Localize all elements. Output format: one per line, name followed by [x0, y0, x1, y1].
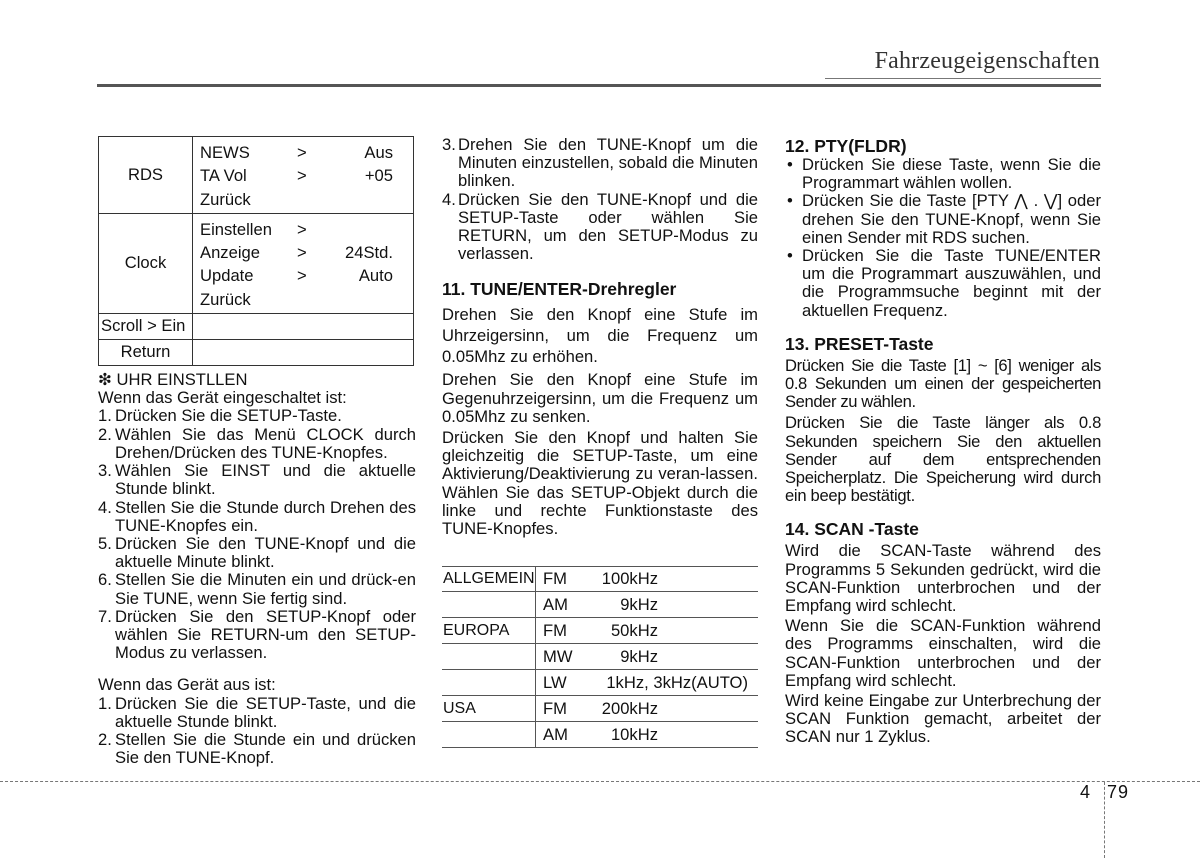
- list-item: 1. Drücken Sie die SETUP-Taste, und die aktuelle Stunde blinkt.: [98, 693, 416, 731]
- header-rule: [97, 84, 1101, 87]
- page-header-title: Fahrzeugeigenschaften: [874, 48, 1100, 74]
- paragraph: Drücken Sie den Knopf und halten Sie gleichzeitig die SETUP-Taste, um eine Aktivierung/Deaktivierung zu veran-lassen. Wählen Sie das SETUP-Objekt durch die linke und rechte Funktionstaste des TUNE-Knopfes.: [442, 428, 758, 539]
- column-left: [98, 136, 416, 767]
- list-item: 1. Drücken Sie die SETUP-Taste.: [98, 406, 342, 426]
- section-11-title: 11. TUNE/ENTER-Drehregler: [442, 279, 677, 300]
- menu-item: Update > Auto: [200, 266, 393, 286]
- paragraph: Drücken Sie die Taste [1] ~ [6] weniger als 0.8 Sekunden um einen der gespeicherten Sender zu wählen.: [785, 355, 1101, 412]
- list-item: 3. Wählen Sie EINST und die aktuelle Stunde blinkt.: [98, 461, 416, 499]
- clock-items: [193, 213, 414, 313]
- list-item: 4. Stellen Sie die Stunde durch Drehen des TUNE-Knopfes ein.: [98, 497, 416, 535]
- return-label: Return: [99, 340, 193, 366]
- table-row: USA FM 200kHz: [442, 696, 758, 722]
- setup-menu-table: [98, 136, 414, 366]
- column-middle: [442, 136, 758, 538]
- list-item: 7. Drücken Sie den SETUP-Knopf oder wählen Sie RETURN-um den SETUP-Modus zu verlassen.: [98, 606, 416, 663]
- scroll-empty-cell: [193, 314, 414, 340]
- clock-label: Clock: [99, 213, 193, 313]
- menu-item: NEWS > Aus: [200, 143, 393, 162]
- paragraph: Wird keine Eingabe zur Unterbrechung der SCAN Funktion gemacht, arbeitet der SCAN nur 1 Zyklus.: [785, 691, 1101, 747]
- menu-item: TA Vol > +05: [200, 166, 393, 186]
- scroll-row: [99, 314, 414, 340]
- chapter-number: 4: [1080, 782, 1092, 802]
- return-row: [99, 340, 414, 366]
- footer-dashed-rule: [0, 781, 1200, 782]
- paragraph: Wird die SCAN-Taste während des Programms 5 Sekunden gedrückt, wird die SCAN-Funktion unterbrochen und der Empfang wird schlecht.: [785, 541, 1101, 616]
- header-rule-thin: [825, 78, 1101, 79]
- column-right: [785, 136, 1101, 747]
- table-row: AM 9kHz: [442, 592, 758, 618]
- note-heading: ❇ UHR EINSTLLEN: [98, 370, 248, 390]
- paragraph: Drehen Sie den Knopf eine Stufe im Uhrzeigersinn, um die Frequenz um 0.05Mhz zu erhöhen.: [442, 305, 758, 367]
- frequency-table: [442, 566, 758, 748]
- rds-row: [99, 137, 414, 214]
- menu-item: Zurück: [200, 289, 251, 309]
- list-item: • Drücken Sie die Taste [PTY ⋀ . ⋁] oder drehen Sie den TUNE-Knopf, wenn Sie einen Sender mit RDS suchen.: [787, 191, 1101, 247]
- scroll-label: Scroll > Ein: [99, 314, 193, 340]
- list-item: 2. Stellen Sie die Stunde ein und drücken Sie den TUNE-Knopf.: [98, 729, 416, 768]
- paragraph: Drehen Sie den Knopf eine Stufe im Gegenuhrzeigersinn, um die Frequenz um 0.05Mhz zu senken.: [442, 370, 758, 426]
- section-14-title: 14. SCAN -Taste: [785, 519, 919, 540]
- list-item: • Drücken Sie die Taste TUNE/ENTER um die Programmart auszuwählen, und die Programmsuche beginnt mit der aktuellen Frequenz.: [787, 246, 1101, 320]
- list-item: • Drücken Sie diese Taste, wenn Sie die Programmart wählen wollen.: [787, 155, 1101, 193]
- page-number-value: 79: [1107, 782, 1130, 802]
- menu-item: Einstellen >: [200, 219, 307, 239]
- table-row: ALLGEMEIN FM 100kHz: [442, 566, 758, 592]
- paragraph: Wenn Sie die SCAN-Funktion während des Programms einschalten, wird die SCAN-Funktion unterbrochen und der Empfang wird schlecht.: [785, 616, 1101, 690]
- power-off-intro: Wenn das Gerät aus ist:: [98, 675, 276, 695]
- list-item: 4. Drücken Sie den TUNE-Knopf und die SETUP-Taste oder wählen Sie RETURN, um den SETUP-Modus zu verlassen.: [442, 189, 758, 264]
- table-row: EUROPA FM 50kHz: [442, 618, 758, 644]
- paragraph: Drücken Sie die Taste länger als 0.8 Sekunden speichern Sie den aktuellen Sender auf dem entsprechenden Speicherplatz. Die Speicherung wird durch ein beep bestätigt.: [785, 413, 1101, 506]
- table-row: MW 9kHz: [442, 644, 758, 670]
- rds-items: [193, 137, 414, 214]
- list-item: 3. Drehen Sie den TUNE-Knopf um die Minuten einzustellen, sobald die Minuten blinken.: [442, 135, 758, 191]
- power-on-intro: Wenn das Gerät eingeschaltet ist:: [98, 388, 347, 408]
- list-item: 2. Wählen Sie das Menü CLOCK durch Drehen/Drücken des TUNE-Knopfes.: [98, 424, 416, 462]
- section-12-title: 12. PTY(FLDR): [785, 136, 907, 156]
- list-item: 5. Drücken Sie den TUNE-Knopf und die aktuelle Minute blinkt.: [98, 533, 416, 572]
- return-empty-cell: [193, 340, 414, 366]
- page-number: [1080, 783, 1129, 801]
- clock-setting-note: [98, 371, 416, 767]
- menu-item: Anzeige > 24Std.: [200, 243, 393, 263]
- rds-label: RDS: [99, 137, 193, 214]
- table-row: AM 10kHz: [442, 722, 758, 748]
- table-row: LW 1kHz, 3kHz(AUTO): [442, 670, 758, 696]
- menu-item: Zurück: [200, 189, 251, 209]
- section-13-title: 13. PRESET-Taste: [785, 333, 934, 354]
- clock-row: [99, 213, 414, 313]
- list-item: 6. Stellen Sie die Minuten ein und drück-en Sie TUNE, wenn Sie fertig sind.: [98, 570, 416, 608]
